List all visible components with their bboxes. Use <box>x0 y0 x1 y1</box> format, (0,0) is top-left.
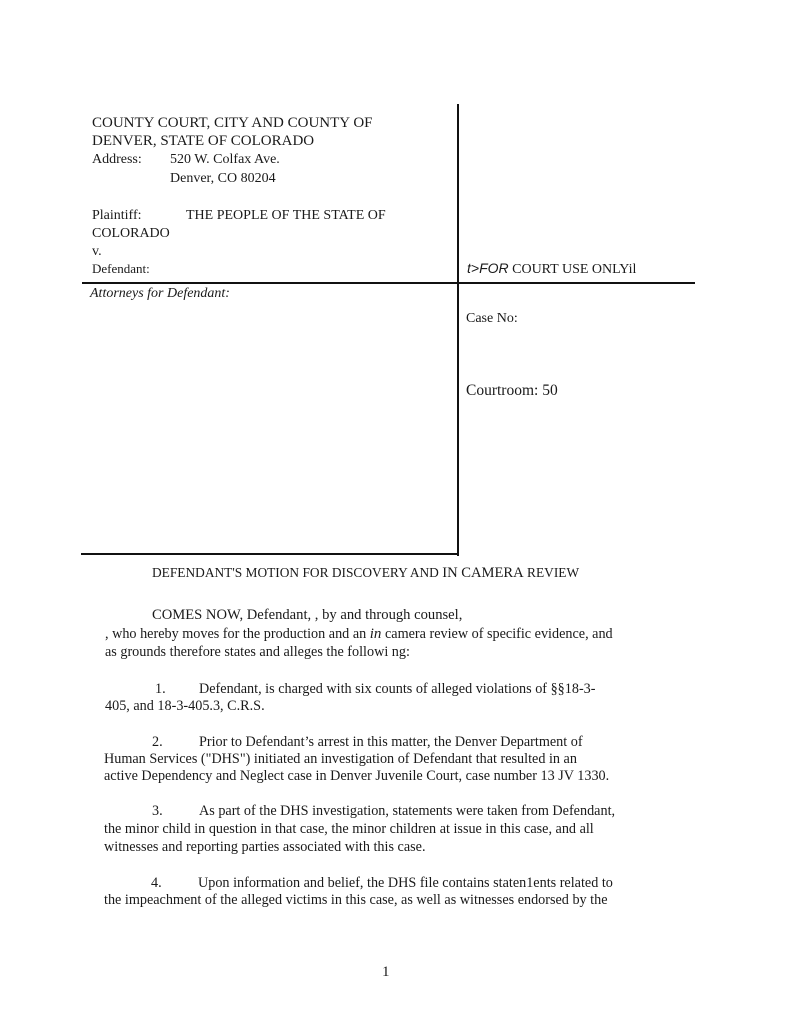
case-number-label: Case No: <box>466 311 518 326</box>
intro-line3: as grounds therefore states and alleges the followi ng: <box>105 644 410 660</box>
motion-title <box>152 564 579 582</box>
paragraph-1-line2: 405, and 18-3-405.3, C.R.S. <box>105 698 265 714</box>
plaintiff-label: Plaintiff: <box>92 208 142 223</box>
intro-line1: COMES NOW, Defendant, , by and through counsel, <box>152 607 463 623</box>
court-name-line2: DENVER, STATE OF COLORADO <box>92 133 315 149</box>
caption-vertical-divider <box>457 104 459 556</box>
attorneys-label: Attorneys for Defendant: <box>90 286 230 301</box>
paragraph-1-number: 1. <box>155 681 166 697</box>
plaintiff-name-line2: COLORADO <box>92 226 170 241</box>
address-label: Address: <box>92 152 142 167</box>
paragraph-2-line3: active Dependency and Neglect case in Denver Juvenile Court, case number 13 JV 1330. <box>104 768 610 784</box>
caption-horizontal-divider <box>82 282 695 284</box>
caption-bottom-rule <box>81 553 458 555</box>
motion-title-part2: IN CAMERA <box>442 565 524 581</box>
paragraph-2-first-line: Prior to Defendant’s arrest in this matter, the Denver Department of <box>199 734 583 750</box>
versus: v. <box>92 244 102 259</box>
intro-line2-b: in <box>369 626 382 642</box>
court-use-suffix: COURT USE ONLYil <box>508 262 637 277</box>
paragraph-3-line3: witnesses and reporting parties associated with this case. <box>104 839 426 855</box>
motion-title-part1: DEFENDANT'S MOTION FOR DISCOVERY AND <box>152 565 443 580</box>
courtroom-label: Courtroom: 50 <box>466 382 558 399</box>
paragraph-4-first-line: Upon information and belief, the DHS file contains staten1ents related to <box>198 875 613 891</box>
intro-line2-c: camera review of specific evidence, and <box>381 626 613 642</box>
paragraph-2-number: 2. <box>152 734 163 750</box>
address-line2: Denver, CO 80204 <box>170 171 276 186</box>
court-use-only-label <box>467 260 636 278</box>
paragraph-2-line2: Human Services ("DHS") initiated an investigation of Defendant that resulted in an <box>104 751 577 767</box>
intro-line2 <box>105 625 613 643</box>
page-number: 1 <box>382 964 390 980</box>
paragraph-3-line2: the minor child in question in that case, the minor children at issue in this case, and all <box>104 821 594 837</box>
paragraph-3-first-line: As part of the DHS investigation, statements were taken from Defendant, <box>199 803 616 819</box>
court-use-prefix: t>FOR <box>467 260 509 276</box>
defendant-label: Defendant: <box>92 261 150 276</box>
paragraph-1-first-line: Defendant, is charged with six counts of alleged violations of §§18-3- <box>199 681 596 697</box>
court-name-line1: COUNTY COURT, CITY AND COUNTY OF <box>92 115 373 131</box>
paragraph-3-number: 3. <box>152 803 163 819</box>
intro-line2-a: , who hereby moves for the production and an <box>105 626 370 642</box>
paragraph-4-number: 4. <box>151 875 162 891</box>
plaintiff-name-line1: THE PEOPLE OF THE STATE OF <box>186 208 386 223</box>
address-line1: 520 W. Colfax Ave. <box>170 152 280 167</box>
paragraph-4-line2: the impeachment of the alleged victims in this case, as well as witnesses endorsed by the <box>104 892 608 908</box>
motion-title-part3: REVIEW <box>523 565 580 580</box>
